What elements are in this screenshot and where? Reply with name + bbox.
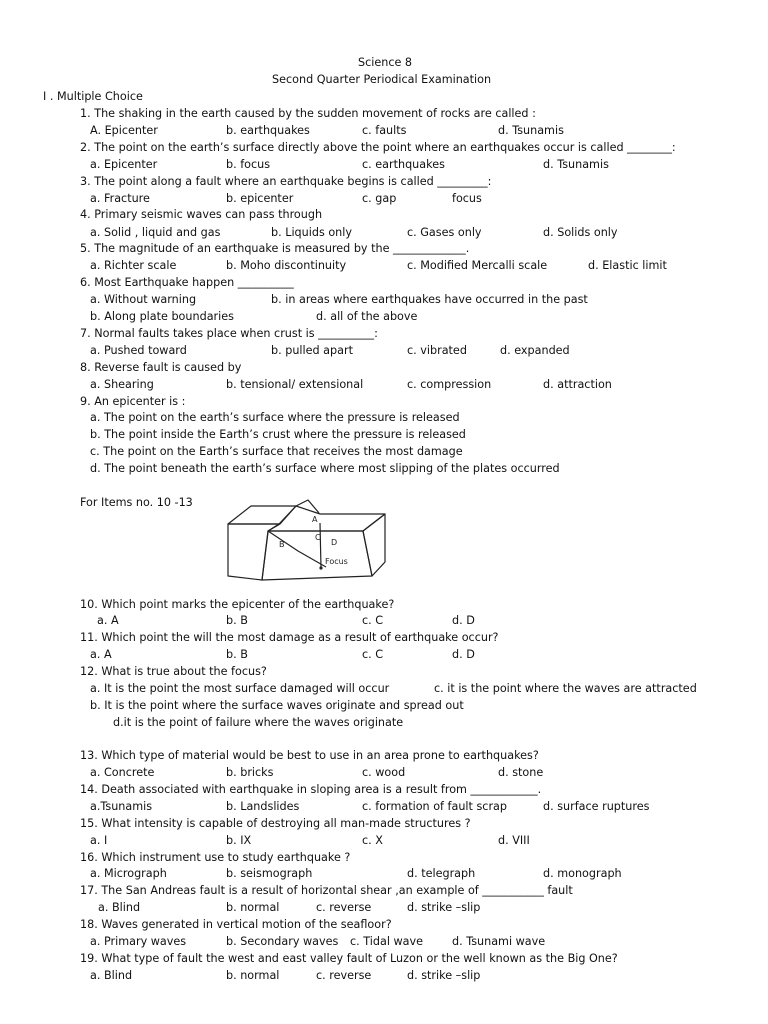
- choice-4a: a. Solid , liquid and gas: [90, 226, 221, 239]
- question-10: 10. Which point marks the epicenter of the earthquake?: [80, 598, 395, 611]
- question-14: 14. Death associated with earthquake in sloping area is a result from ____________.: [80, 783, 542, 796]
- choice-1d: d. Tsunamis: [498, 124, 564, 137]
- choice-1b: b. earthquakes: [226, 124, 310, 137]
- focus-point: [319, 566, 322, 569]
- choice-14d: d. surface ruptures: [543, 800, 650, 813]
- choice-1c: c. faults: [362, 124, 407, 137]
- choice-9a: a. The point on the earth’s surface where the pressure is released: [90, 411, 460, 424]
- exam-title: Science 8: [358, 56, 413, 69]
- question-13: 13. Which type of material would be best to use in an area prone to earthquakes?: [80, 749, 539, 762]
- choice-18c: c. Tidal wave: [350, 935, 423, 948]
- choice-7c: c. vibrated: [407, 344, 467, 357]
- choice-7b: b. pulled apart: [271, 344, 353, 357]
- left-block-top-face: [228, 506, 296, 524]
- choice-11d: d. D: [452, 648, 475, 661]
- choice-12c: c. it is the point where the waves are attracted: [434, 682, 697, 695]
- fault-block-outline: [228, 500, 385, 580]
- choice-3c: c. gap: [362, 192, 397, 205]
- question-19: 19. What type of fault the west and east valley fault of Luzon or the well known as the Big One?: [80, 952, 618, 965]
- choice-18a: a. Primary waves: [90, 935, 187, 948]
- choice-13c: c. wood: [362, 766, 406, 779]
- exam-subtitle: Second Quarter Periodical Examination: [272, 73, 492, 86]
- question-3: 3. The point along a fault where an earthquake begins is called _________:: [80, 175, 492, 188]
- choice-9b: b. The point inside the Earth’s crust where the pressure is released: [90, 428, 466, 441]
- question-11: 11. Which point the will the most damage as a result of earthquake occur?: [80, 631, 499, 644]
- choice-19a: a. Blind: [90, 969, 133, 982]
- fault-block-diagram: [222, 498, 386, 582]
- choice-7a: a. Pushed toward: [90, 344, 187, 357]
- label-c: C: [315, 533, 321, 542]
- choice-11b: b. B: [226, 648, 248, 661]
- choice-6d: d. all of the above: [316, 310, 418, 323]
- choice-17a: a. Blind: [98, 901, 141, 914]
- question-7: 7. Normal faults takes place when crust is __________:: [80, 327, 378, 340]
- choice-5a: a. Richter scale: [90, 259, 177, 272]
- choice-3a: a. Fracture: [90, 192, 150, 205]
- choice-14b: b. Landslides: [226, 800, 300, 813]
- choice-15d: d. VIII: [498, 834, 530, 847]
- choice-17b: b. normal: [226, 901, 280, 914]
- choice-18d: d. Tsunami wave: [452, 935, 546, 948]
- choice-11c: c. C: [362, 648, 384, 661]
- choice-16d: d. monograph: [543, 867, 622, 880]
- choice-14a: a.Tsunamis: [90, 800, 153, 813]
- question-12: 12. What is true about the focus?: [80, 665, 267, 678]
- choice-13d: d. stone: [498, 766, 544, 779]
- choice-12a: a. It is the point the most surface damaged will occur: [90, 682, 390, 695]
- choice-3b: b. epicenter: [226, 192, 294, 205]
- choice-9d: d. The point beneath the earth’s surface where most slipping of the plates occurred: [90, 462, 560, 475]
- choice-8a: a. Shearing: [90, 378, 154, 391]
- choice-2b: b. focus: [226, 158, 271, 171]
- label-d: D: [331, 538, 338, 547]
- choice-2a: a. Epicenter: [90, 158, 158, 171]
- choice-4c: c. Gases only: [407, 226, 482, 239]
- choice-4b: b. Liquids only: [271, 226, 353, 239]
- choice-5c: c. Modified Mercalli scale: [407, 259, 548, 272]
- label-a: A: [312, 515, 318, 524]
- choice-7d: d. expanded: [500, 344, 570, 357]
- choice-3d: focus: [452, 192, 482, 205]
- choice-11a: a. A: [90, 648, 112, 661]
- choice-8d: d. attraction: [543, 378, 612, 391]
- choice-2d: d. Tsunamis: [543, 158, 609, 171]
- choice-15c: c. X: [362, 834, 383, 847]
- choice-12b: b. It is the point where the surface waves originate and spread out: [90, 699, 464, 712]
- choice-10c: c. C: [362, 614, 384, 627]
- focus-line: [320, 523, 321, 568]
- question-18: 18. Waves generated in vertical motion of the seafloor?: [80, 918, 392, 931]
- choice-12d: d.it is the point of failure where the waves originate: [113, 716, 404, 729]
- label-b: B: [279, 540, 285, 549]
- choice-16c: d. telegraph: [407, 867, 476, 880]
- choice-19d: d. strike –slip: [407, 969, 481, 982]
- section-heading: I . Multiple Choice: [43, 90, 143, 103]
- choice-8c: c. compression: [407, 378, 492, 391]
- choice-8b: b. tensional/ extensional: [226, 378, 364, 391]
- choice-9c: c. The point on the Earth’s surface that receives the most damage: [90, 445, 463, 458]
- left-block-front-face: [228, 524, 279, 580]
- choice-10a: a. A: [97, 614, 119, 627]
- question-17: 17. The San Andreas fault is a result of horizontal shear ,an example of ___________ fault: [80, 884, 573, 897]
- choice-10d: d. D: [452, 614, 475, 627]
- choice-5d: d. Elastic limit: [588, 259, 667, 272]
- choice-1a: A. Epicenter: [90, 124, 158, 137]
- choice-13a: a. Concrete: [90, 766, 155, 779]
- question-2: 2. The point on the earth’s surface directly above the point where an earthquakes occur is called ________:: [80, 141, 676, 154]
- question-5: 5. The magnitude of an earthquake is measured by the _____________.: [80, 242, 470, 255]
- choice-4d: d. Solids only: [543, 226, 618, 239]
- choice-16b: b. seismograph: [226, 867, 313, 880]
- choice-15b: b. IX: [226, 834, 252, 847]
- choice-18b: b. Secondary waves: [226, 935, 339, 948]
- choice-6a: a. Without warning: [90, 293, 197, 306]
- choice-2c: c. earthquakes: [362, 158, 445, 171]
- items-caption: For Items no. 10 -13: [80, 496, 193, 509]
- choice-16a: a. Micrograph: [90, 867, 167, 880]
- choice-17c: c. reverse: [316, 901, 372, 914]
- question-6: 6. Most Earthquake happen __________: [80, 276, 294, 289]
- choice-15a: a. I: [90, 834, 108, 847]
- choice-19c: c. reverse: [316, 969, 372, 982]
- question-1: 1. The shaking in the earth caused by the sudden movement of rocks are called :: [80, 107, 536, 120]
- fault-scarp: [296, 500, 319, 513]
- question-4: 4. Primary seismic waves can pass through: [80, 208, 323, 221]
- question-9: 9. An epicenter is :: [80, 395, 186, 408]
- choice-19b: b. normal: [226, 969, 280, 982]
- label-focus: Focus: [325, 557, 348, 566]
- choice-14c: c. formation of fault scrap: [362, 800, 508, 813]
- question-15: 15. What intensity is capable of destroying all man-made structures ?: [80, 817, 471, 830]
- choice-17d: d. strike –slip: [407, 901, 481, 914]
- choice-6c: b. Along plate boundaries: [90, 310, 234, 323]
- choice-5b: b. Moho discontinuity: [226, 259, 347, 272]
- question-8: 8. Reverse fault is caused by: [80, 361, 242, 374]
- choice-6b: b. in areas where earthquakes have occurred in the past: [271, 293, 588, 306]
- question-16: 16. Which instrument use to study earthquake ?: [80, 851, 351, 864]
- choice-13b: b. bricks: [226, 766, 274, 779]
- right-side-face: [363, 514, 385, 576]
- choice-10b: b. B: [226, 614, 248, 627]
